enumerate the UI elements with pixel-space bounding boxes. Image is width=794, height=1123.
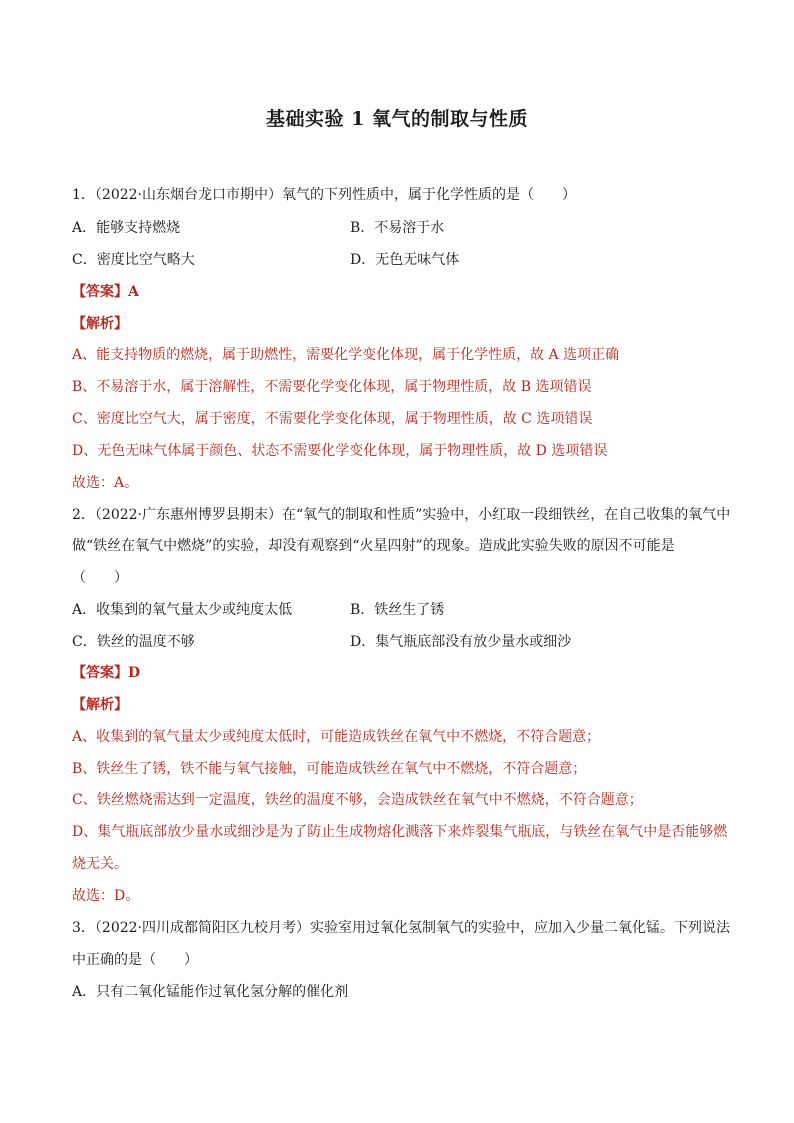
question-1-answer: 【答案】A: [72, 284, 139, 300]
question-2-stem-line-2: 做“铁丝在氧气中燃烧”的实验，却没有观察到“火星四射”的现象。造成此实验失败的原因不可能是: [72, 538, 675, 554]
question-3-stem-line-1: 3．（2022·四川成都简阳区九校月考）实验室用过氧化氢制氧气的实验中，应加入少量二氧化锰。下列说法: [72, 920, 730, 936]
question-2-analysis-d-continued: 烧无关。: [72, 856, 128, 872]
question-2-answer: 【答案】D: [72, 665, 141, 681]
question-2-stem-line-1: 2．（2022·广东惠州博罗县期末）在“氧气的制取和性质”实验中，小红取一段细铁丝，在自己收集的氧气中: [72, 507, 731, 523]
question-3-stem-line-2: 中正确的是（ ）: [72, 952, 198, 968]
question-2-stem-line-3: （ ）: [72, 570, 128, 586]
question-1-option-a: A．能够支持燃烧: [72, 220, 181, 236]
question-1-conclusion: 故选：A。: [72, 475, 139, 491]
question-1-analysis-c: C、密度比空气大，属于密度，不需要化学变化体现，属于物理性质，故 C 选项错误: [72, 411, 593, 427]
question-1-option-b: B．不易溶于水: [350, 220, 445, 236]
question-2-option-a: A．收集到的氧气量太少或纯度太低: [72, 602, 293, 618]
question-2-conclusion: 故选：D。: [72, 888, 140, 904]
question-1-option-d: D．无色无味气体: [350, 252, 460, 268]
question-2-analysis-c: C、铁丝燃烧需达到一定温度，铁丝的温度不够，会造成铁丝在氧气中不燃烧，不符合题意；: [72, 792, 643, 808]
question-1-analysis-a: A、能支持物质的燃烧，属于助燃性，需要化学变化体现，属于化学性质，故 A 选项正确: [72, 347, 620, 363]
question-2-analysis-a: A、收集到的氧气量太少或纯度太低时，可能造成铁丝在氧气中不燃烧，不符合题意；: [72, 729, 601, 745]
question-1-analysis-b: B、不易溶于水，属于溶解性，不需要化学变化体现，属于物理性质，故 B 选项错误: [72, 379, 592, 395]
question-1-analysis-label: 【解析】: [72, 316, 128, 332]
page-title: 基础实验 1 氧气的制取与性质: [266, 108, 528, 130]
question-2-option-b: B．铁丝生了锈: [350, 602, 445, 618]
question-1-stem: 1．（2022·山东烟台龙口市期中）氧气的下列性质中，属于化学性质的是（ ）: [72, 187, 576, 203]
question-3-option-a: A．只有二氧化锰能作过氧化氢分解的催化剂: [72, 984, 349, 1000]
question-2-analysis-b: B、铁丝生了锈，铁不能与氧气接触，可能造成铁丝在氧气中不燃烧，不符合题意；: [72, 761, 587, 777]
question-2-option-d: D．集气瓶底部没有放少量水或细沙: [350, 634, 572, 650]
question-2-analysis-d: D、集气瓶底部放少量水或细沙是为了防止生成物熔化溅落下来炸裂集气瓶底，与铁丝在氧气中是否能够燃: [72, 824, 728, 840]
question-1-option-c: C．密度比空气略大: [72, 252, 195, 268]
question-2-option-c: C．铁丝的温度不够: [72, 634, 195, 650]
question-2-analysis-label: 【解析】: [72, 697, 128, 713]
question-1-analysis-d: D、无色无味气体属于颜色、状态不需要化学变化体现，属于物理性质，故 D 选项错误: [72, 443, 608, 459]
